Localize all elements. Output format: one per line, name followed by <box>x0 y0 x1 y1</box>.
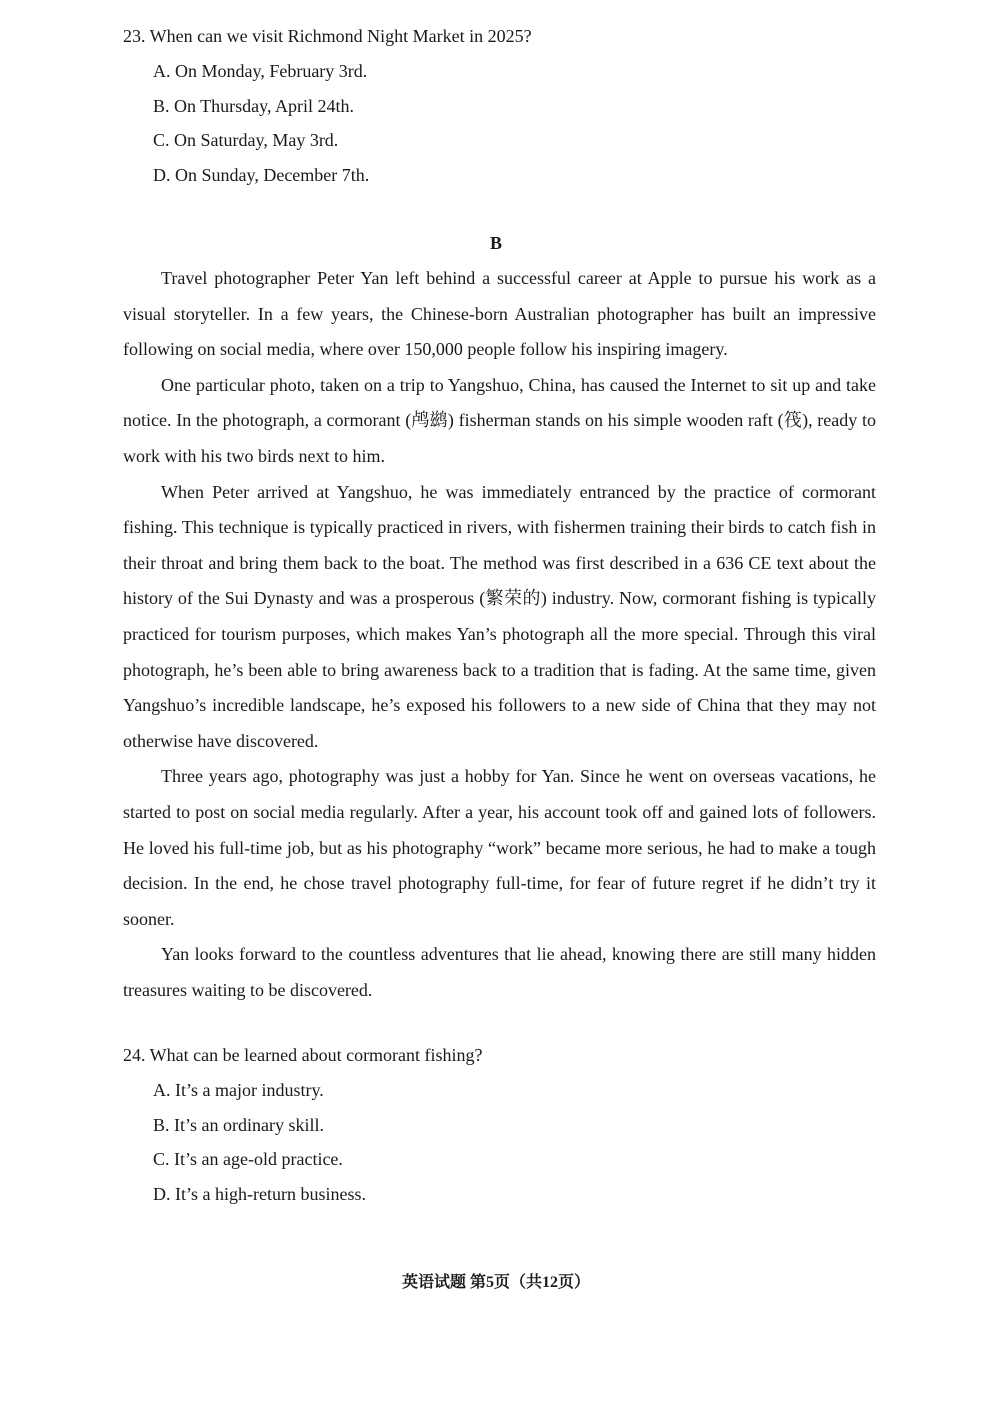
passage-paragraph: One particular photo, taken on a trip to Yangshuo, China, has caused the Internet to sit up and take notice. In the photograph, a cormorant (鸬鹚) fisherman stands on his simple wooden raft (筏), ready to work with his two birds next to him. <box>123 374 876 466</box>
option-a: A. It’s a major industry. <box>153 1080 324 1100</box>
question-24 <box>123 1038 883 1211</box>
passage-paragraph: Three years ago, photography was just a hobby for Yan. Since he went on overseas vacations, he started to post on social media regularly. After a year, his account took off and gained lots of followers. He loved his full-time job, but as his photography “work” became more serious, he had to make a tough decision. In the end, he chose travel photography full-time, for fear of future regret if he didn’t try it sooner. <box>123 766 876 929</box>
option-d: D. It’s a high-return business. <box>153 1183 366 1204</box>
passage-paragraph: When Peter arrived at Yangshuo, he was immediately entranced by the practice of cormorant fishing. This technique is typically practiced in rivers, with fishermen training their birds to catch fish in their throat and bring them back to the boat. The method was first described in a 636 CE text about the history of the Sui Dynasty and was a prosperous (繁荣的) industry. Now, cormorant fishing is typically practiced for tourism purposes, which makes Yan’s photograph all the more special. Through this viral photograph, he’s been able to bring awareness back to a tradition that is fading. At the same time, given Yangshuo’s incredible landscape, he’s exposed his followers to a new side of China that they may not otherwise have discovered. <box>123 481 876 751</box>
answer-options <box>123 54 883 192</box>
passage-paragraph: Yan looks forward to the countless adventures that lie ahead, knowing there are still many hidden treasures waiting to be discovered. <box>123 944 876 1000</box>
option-b: B. It’s an ordinary skill. <box>153 1114 324 1135</box>
option-b: B. On Thursday, April 24th. <box>153 95 354 116</box>
question-stem: 23. When can we visit Richmond Night Market in 2025? <box>123 26 532 46</box>
option-d: D. On Sunday, December 7th. <box>153 164 370 185</box>
option-c: C. On Saturday, May 3rd. <box>153 130 339 150</box>
reading-passage <box>123 261 876 1008</box>
answer-options <box>123 1073 883 1211</box>
section-title: B <box>489 233 502 253</box>
passage-paragraph: Travel photographer Peter Yan left behind a successful career at Apple to pursue his work as a visual storyteller. In a few years, the Chinese-born Australian photographer has built an impressive following on social media, where over 150,000 people follow his inspiring imagery. <box>123 268 876 360</box>
question-23 <box>123 19 883 192</box>
page-footer: 英语试题 第5页（共12页） <box>401 1274 590 1291</box>
option-a: A. On Monday, February 3rd. <box>153 61 368 81</box>
question-stem: 24. What can be learned about cormorant fishing? <box>123 1045 483 1065</box>
option-c: C. It’s an age-old practice. <box>153 1149 343 1169</box>
